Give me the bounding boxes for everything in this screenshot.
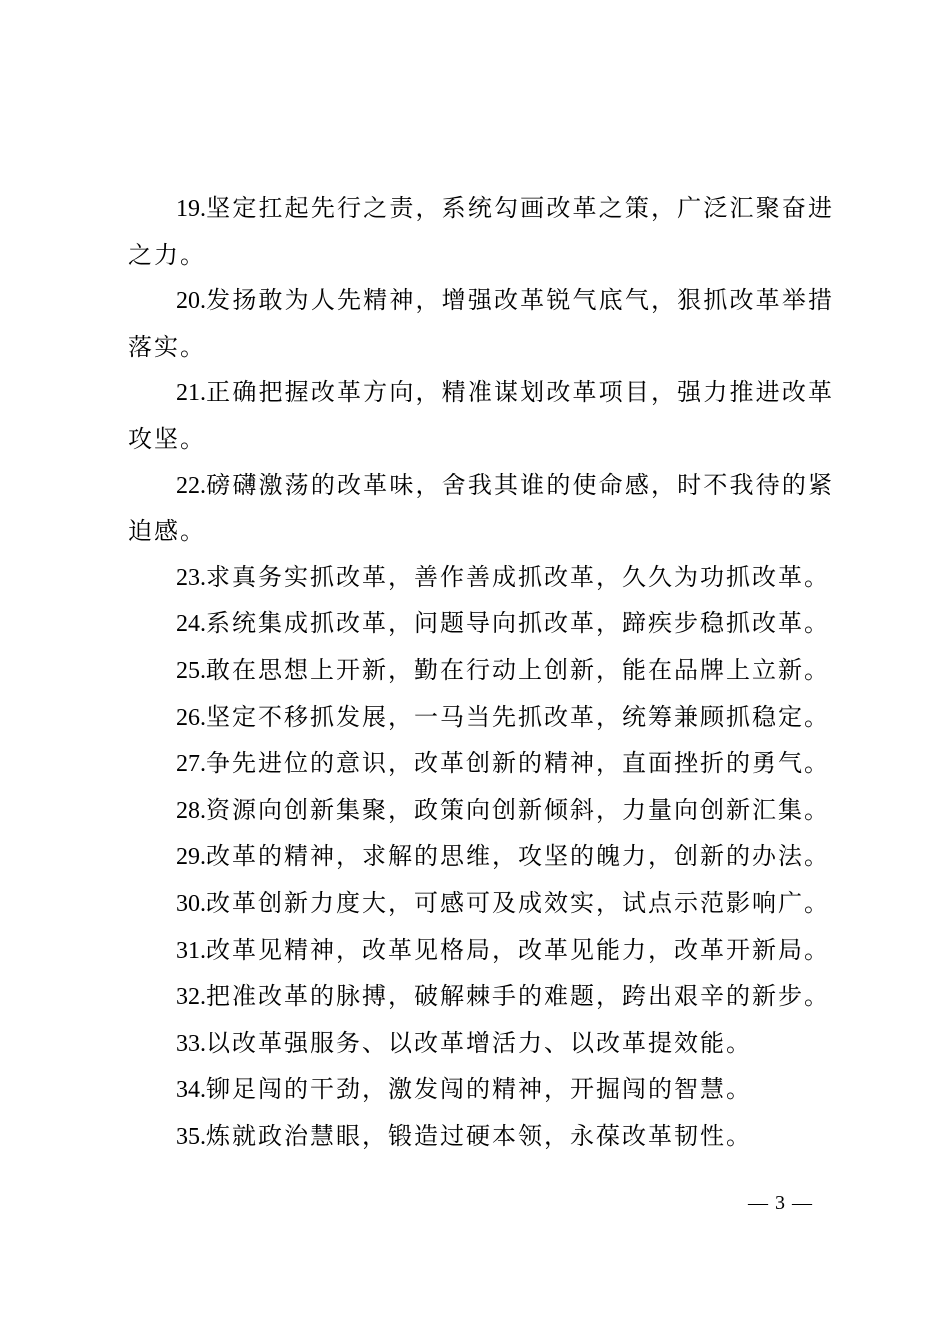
item-text: 改革创新力度大，可感可及成效实，试点示范影响广。 bbox=[206, 888, 830, 917]
list-item bbox=[128, 278, 834, 370]
page-number: — 3 — bbox=[748, 1192, 813, 1214]
item-number: 20. bbox=[176, 288, 206, 315]
item-number: 33. bbox=[176, 1030, 206, 1057]
item-text: 正确把握改革方向，精准谋划改革项目，强力推进改革攻坚。 bbox=[128, 378, 834, 453]
item-text: 发扬敢为人先精神，增强改革锐气底气，狠抓改革举措落实。 bbox=[128, 286, 834, 361]
item-number: 19. bbox=[176, 196, 206, 222]
item-number: 23. bbox=[176, 564, 206, 591]
slogan-list bbox=[128, 186, 834, 1160]
item-number: 26. bbox=[176, 704, 206, 731]
list-item bbox=[128, 370, 834, 462]
item-text: 资源向创新集聚，政策向创新倾斜，力量向创新汇集。 bbox=[206, 795, 830, 824]
item-number: 29. bbox=[176, 844, 206, 871]
item-number: 31. bbox=[176, 937, 206, 964]
list-item bbox=[128, 555, 834, 602]
list-item bbox=[128, 1114, 834, 1161]
list-item bbox=[128, 648, 834, 695]
list-item bbox=[128, 974, 834, 1021]
item-text: 坚定扛起先行之责，系统勾画改革之策，广泛汇聚奋进之力。 bbox=[128, 194, 834, 269]
list-item bbox=[128, 788, 834, 835]
list-item bbox=[128, 834, 834, 881]
item-text: 改革见精神，改革见格局，改革见能力，改革开新局。 bbox=[206, 935, 830, 964]
item-text: 求真务实抓改革，善作善成抓改革，久久为功抓改革。 bbox=[206, 562, 830, 591]
item-text: 坚定不移抓发展，一马当先抓改革，统筹兼顾抓稳定。 bbox=[206, 702, 830, 731]
item-number: 22. bbox=[176, 472, 206, 499]
item-number: 21. bbox=[176, 380, 206, 407]
item-number: 34. bbox=[176, 1077, 206, 1104]
item-text: 炼就政治慧眼，锻造过硬本领，永葆改革韧性。 bbox=[206, 1121, 752, 1150]
item-number: 27. bbox=[176, 751, 206, 778]
item-text: 系统集成抓改革，问题导向抓改革，蹄疾步稳抓改革。 bbox=[206, 609, 830, 638]
list-item bbox=[128, 601, 834, 648]
item-number: 30. bbox=[176, 890, 206, 917]
list-item bbox=[128, 1067, 834, 1114]
list-item bbox=[128, 695, 834, 742]
item-number: 32. bbox=[176, 984, 206, 1011]
item-text: 把准改革的脉搏，破解棘手的难题，跨出艰辛的新步。 bbox=[206, 982, 830, 1011]
list-item bbox=[128, 186, 834, 278]
list-item bbox=[128, 928, 834, 975]
list-item bbox=[128, 463, 834, 555]
list-item bbox=[128, 881, 834, 928]
item-text: 改革的精神，求解的思维，攻坚的魄力，创新的办法。 bbox=[206, 842, 830, 871]
list-item bbox=[128, 741, 834, 788]
item-number: 25. bbox=[176, 657, 206, 684]
item-number: 28. bbox=[176, 797, 206, 824]
list-item bbox=[128, 1021, 834, 1068]
item-number: 24. bbox=[176, 611, 206, 638]
item-text: 敢在思想上开新，勤在行动上创新，能在品牌上立新。 bbox=[206, 655, 830, 684]
item-number: 35. bbox=[176, 1123, 206, 1150]
item-text: 铆足闯的干劲，激发闯的精神，开掘闯的智慧。 bbox=[206, 1075, 752, 1104]
item-text: 争先进位的意识，改革创新的精神，直面挫折的勇气。 bbox=[206, 749, 830, 778]
item-text: 以改革强服务、以改革增活力、以改革提效能。 bbox=[206, 1028, 752, 1057]
item-text: 磅礴激荡的改革味，舍我其谁的使命感，时不我待的紧迫感。 bbox=[128, 470, 834, 546]
